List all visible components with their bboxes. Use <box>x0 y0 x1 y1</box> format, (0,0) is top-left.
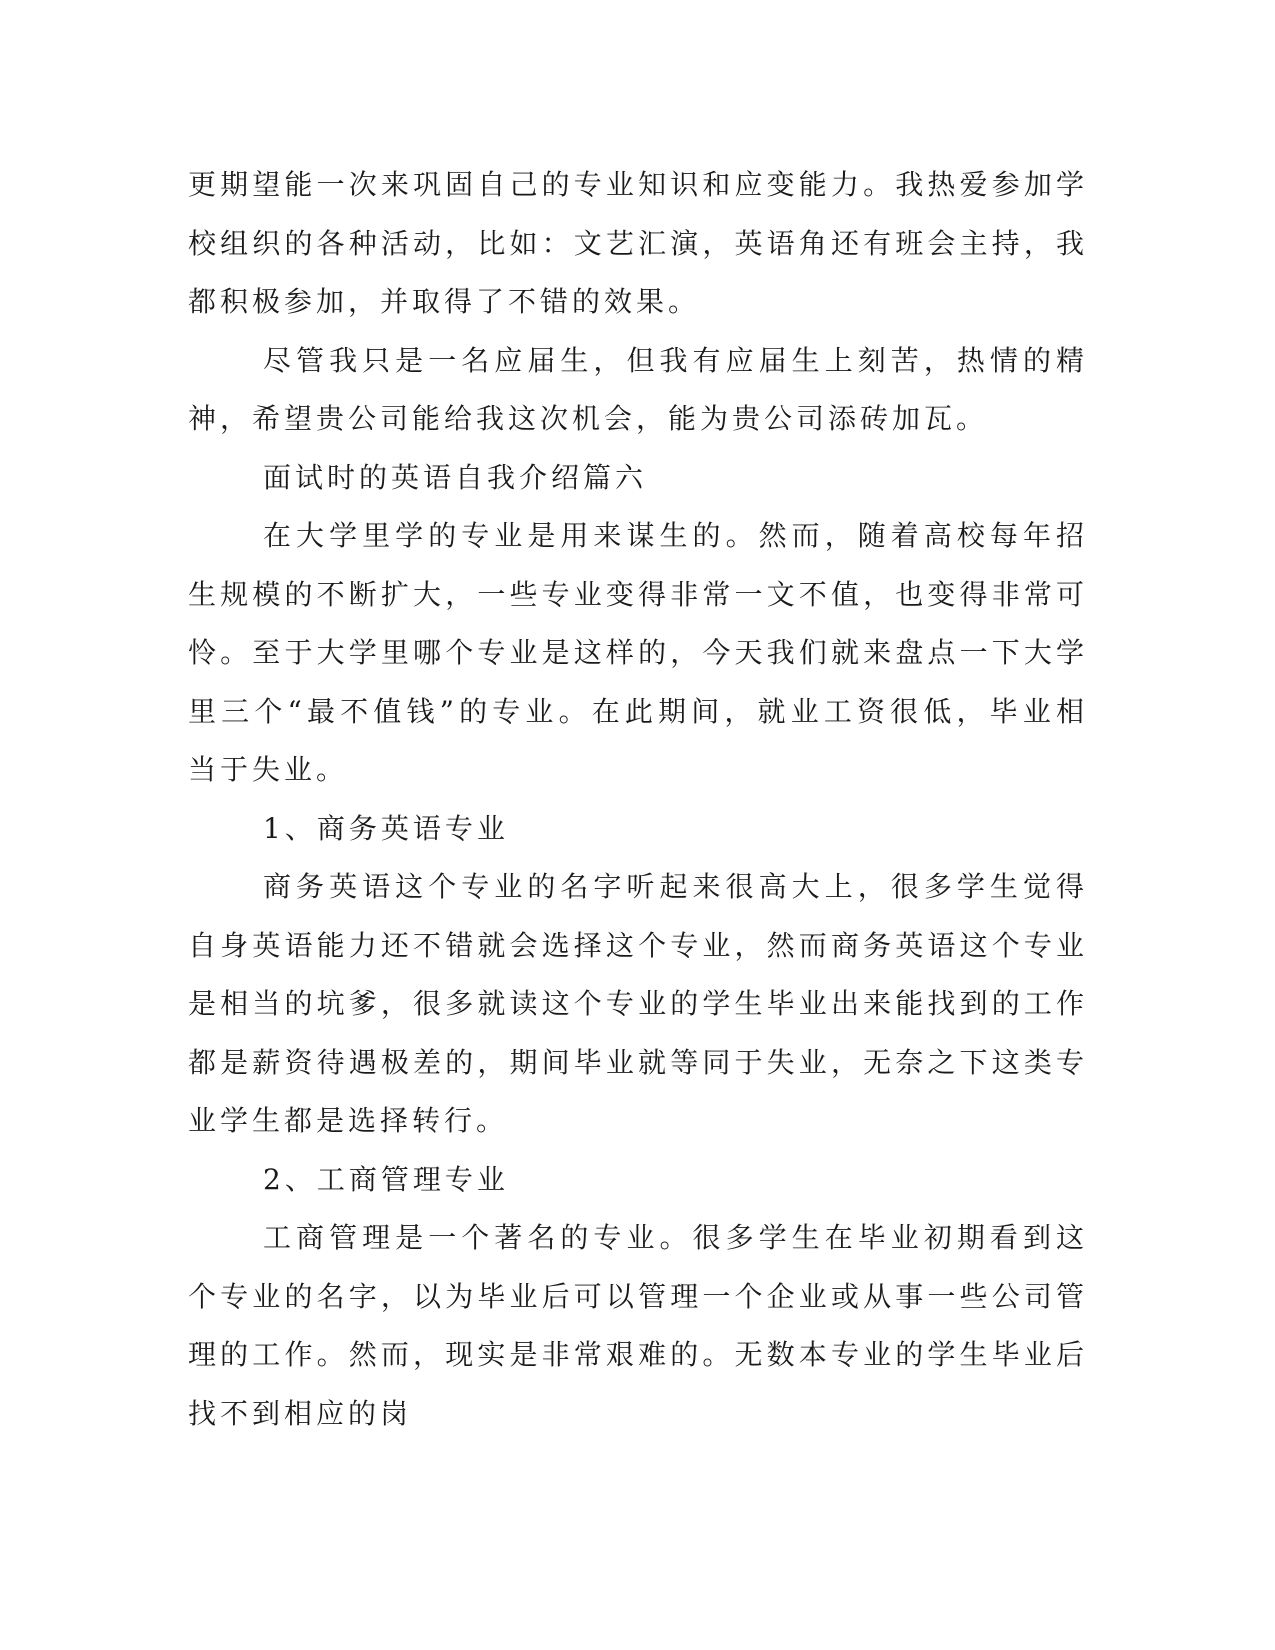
text-line: 加，并取得了不错的效果。 <box>316 285 701 318</box>
text-line: 的不断扩大，一些专业变得非常一文不值，也变得非常可怜。至于大 <box>188 577 1088 669</box>
text-line: 望贵公司能给我这次机会，能为贵公司添砖加瓦。 <box>284 402 989 435</box>
subheading-text: 1、商务英语专业 <box>263 811 509 845</box>
subheading-business-english <box>188 800 1088 859</box>
text-line: 爹，很多就读这个专业的学生毕业出来能找到的工作都是薪资待遇极 <box>188 987 1088 1079</box>
text-line: 学里哪个专业是这样的，今天我们就来盘点一下大学里三个“最不值钱 <box>188 636 1088 728</box>
paragraph-business-management <box>188 1209 1088 1443</box>
text-line: 尽管我只是一名应届生，但我有应届生上刻苦，热情的精神，希 <box>188 343 1088 435</box>
section-heading <box>188 449 1088 508</box>
heading-text: 面试时的英语自我介绍篇六 <box>263 460 648 494</box>
text-line: 然而，现实是非常艰难的。无数本专业的学生毕业后找不到相应的岗 <box>188 1338 1088 1430</box>
text-line: 。 <box>476 1104 509 1137</box>
paragraph-closing <box>188 332 1088 449</box>
subheading-business-management <box>188 1151 1088 1210</box>
text-line: 的名字，以为毕业后可以管理一个企业或从事一些公司管理的工作。 <box>188 1279 1088 1371</box>
text-line: 商务英语这个专业的名字听起来很高大上，很多学生觉得自身英 <box>188 870 1088 962</box>
subheading-text: 2、工商管理专业 <box>263 1162 509 1196</box>
paragraph-business-english <box>188 858 1088 1151</box>
text-line: ”的专业。在此期间，就业工资很低，毕业相当于失业。 <box>188 694 1088 786</box>
text-line: 在大学里学的专业是用来谋生的。然而，随着高校每年招生规模 <box>188 519 1088 611</box>
text-line: 语能力还不错就会选择这个专业，然而商务英语这个专业是相当的坑 <box>188 928 1088 1020</box>
text-line: 更期望能一次来巩固自己的专业知识和应变能力。我热爱参加学校组 <box>188 168 1088 260</box>
text-line: 差的，期间毕业就等同于失业，无奈之下这类专业学生都是选择转行 <box>188 1045 1088 1137</box>
paragraph-intro <box>188 507 1088 800</box>
text-line: 工商管理是一个著名的专业。很多学生在毕业初期看到这个专业 <box>188 1221 1088 1313</box>
text-line: 织的各种活动，比如：文艺汇演，英语角还有班会主持，我都积极参 <box>188 226 1088 318</box>
document-body <box>188 156 1088 1443</box>
paragraph-continuation <box>188 156 1088 332</box>
